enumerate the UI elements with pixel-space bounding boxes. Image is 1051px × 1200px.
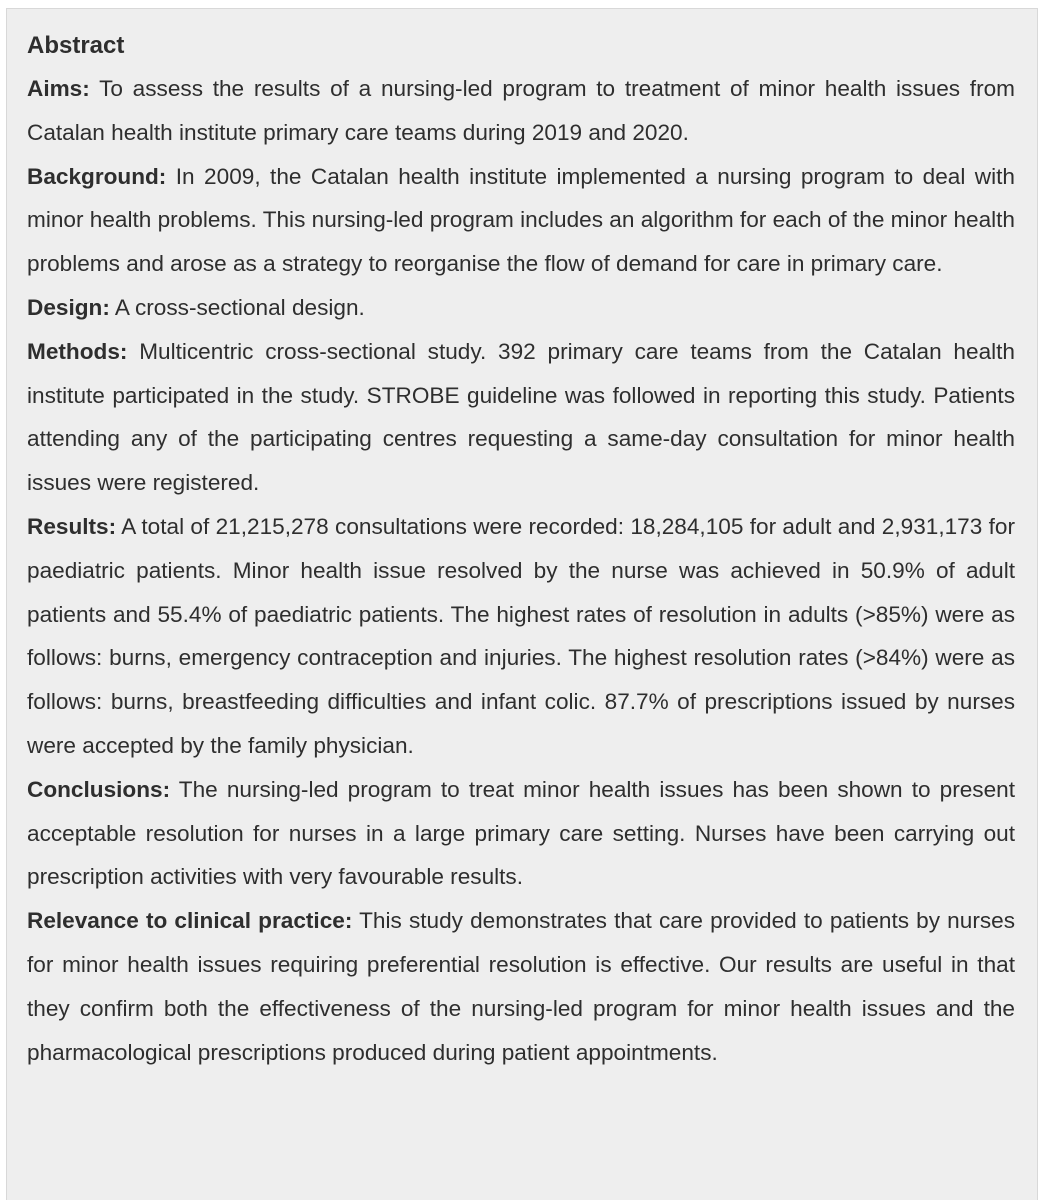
section-relevance [27, 899, 1015, 1074]
section-label: Background: [27, 163, 167, 189]
section-conclusions [27, 768, 1015, 899]
section-label: Design: [27, 294, 110, 320]
abstract-title: Abstract [27, 32, 125, 59]
section-label: Methods: [27, 338, 128, 364]
section-text: The nursing-led program to treat minor health issues has been shown to present acceptable resolution for nurses in a large primary care setting. Nurses have been carrying out prescription activities with very favourable results. [27, 776, 1015, 890]
section-text: To assess the results of a nursing-led program to treatment of minor health issues from Catalan health institute primary care teams during 2019 and 2020. [27, 76, 1015, 145]
section-text: This study demonstrates that care provided to patients by nurses for minor health issues requiring preferential resolution is effective. Our results are useful in that they confirm both the effectiveness of the nursing-led program for minor health issues and the pharmacological prescriptions produced during patient appointments. [27, 908, 1015, 1065]
section-design [27, 286, 1015, 330]
section-label: Conclusions: [27, 776, 171, 802]
section-label: Relevance to clinical practice: [27, 908, 353, 934]
section-text: Multicentric cross-sectional study. 392 primary care teams from the Catalan health institute participated in the study. STROBE guideline was followed in reporting this study. Patients attending any of the participating centres requesting a same-day consultation for minor health issues were registered. [27, 338, 1015, 496]
abstract-panel [6, 8, 1038, 1200]
section-results [27, 505, 1015, 768]
section-label: Results: [27, 513, 117, 539]
section-methods [27, 330, 1015, 505]
section-text: A total of 21,215,278 consultations were recorded: 18,284,105 for adult and 2,931,173 for paediatric patients. Minor health issue resolved by the nurse was achieved in 50.9% of adult patients and 55.4% of paediatric patients. The highest rates of resolution in adults (>85%) were as follows: burns, emergency contraception and injuries. The highest resolution rates (>84%) were as follows: burns, breastfeeding difficulties and infant colic. 87.7% of prescriptions issued by nurses were accepted by the family physician. [27, 513, 1016, 758]
section-aims [27, 67, 1015, 155]
section-label: Aims: [27, 76, 90, 101]
section-text: In 2009, the Catalan health institute implemented a nursing program to deal with minor health problems. This nursing-led program includes an algorithm for each of the minor health problems and arose as a strategy to reorganise the flow of demand for care in primary care. [27, 163, 1015, 277]
section-text: A cross-sectional design. [114, 294, 365, 320]
section-background [27, 155, 1015, 286]
